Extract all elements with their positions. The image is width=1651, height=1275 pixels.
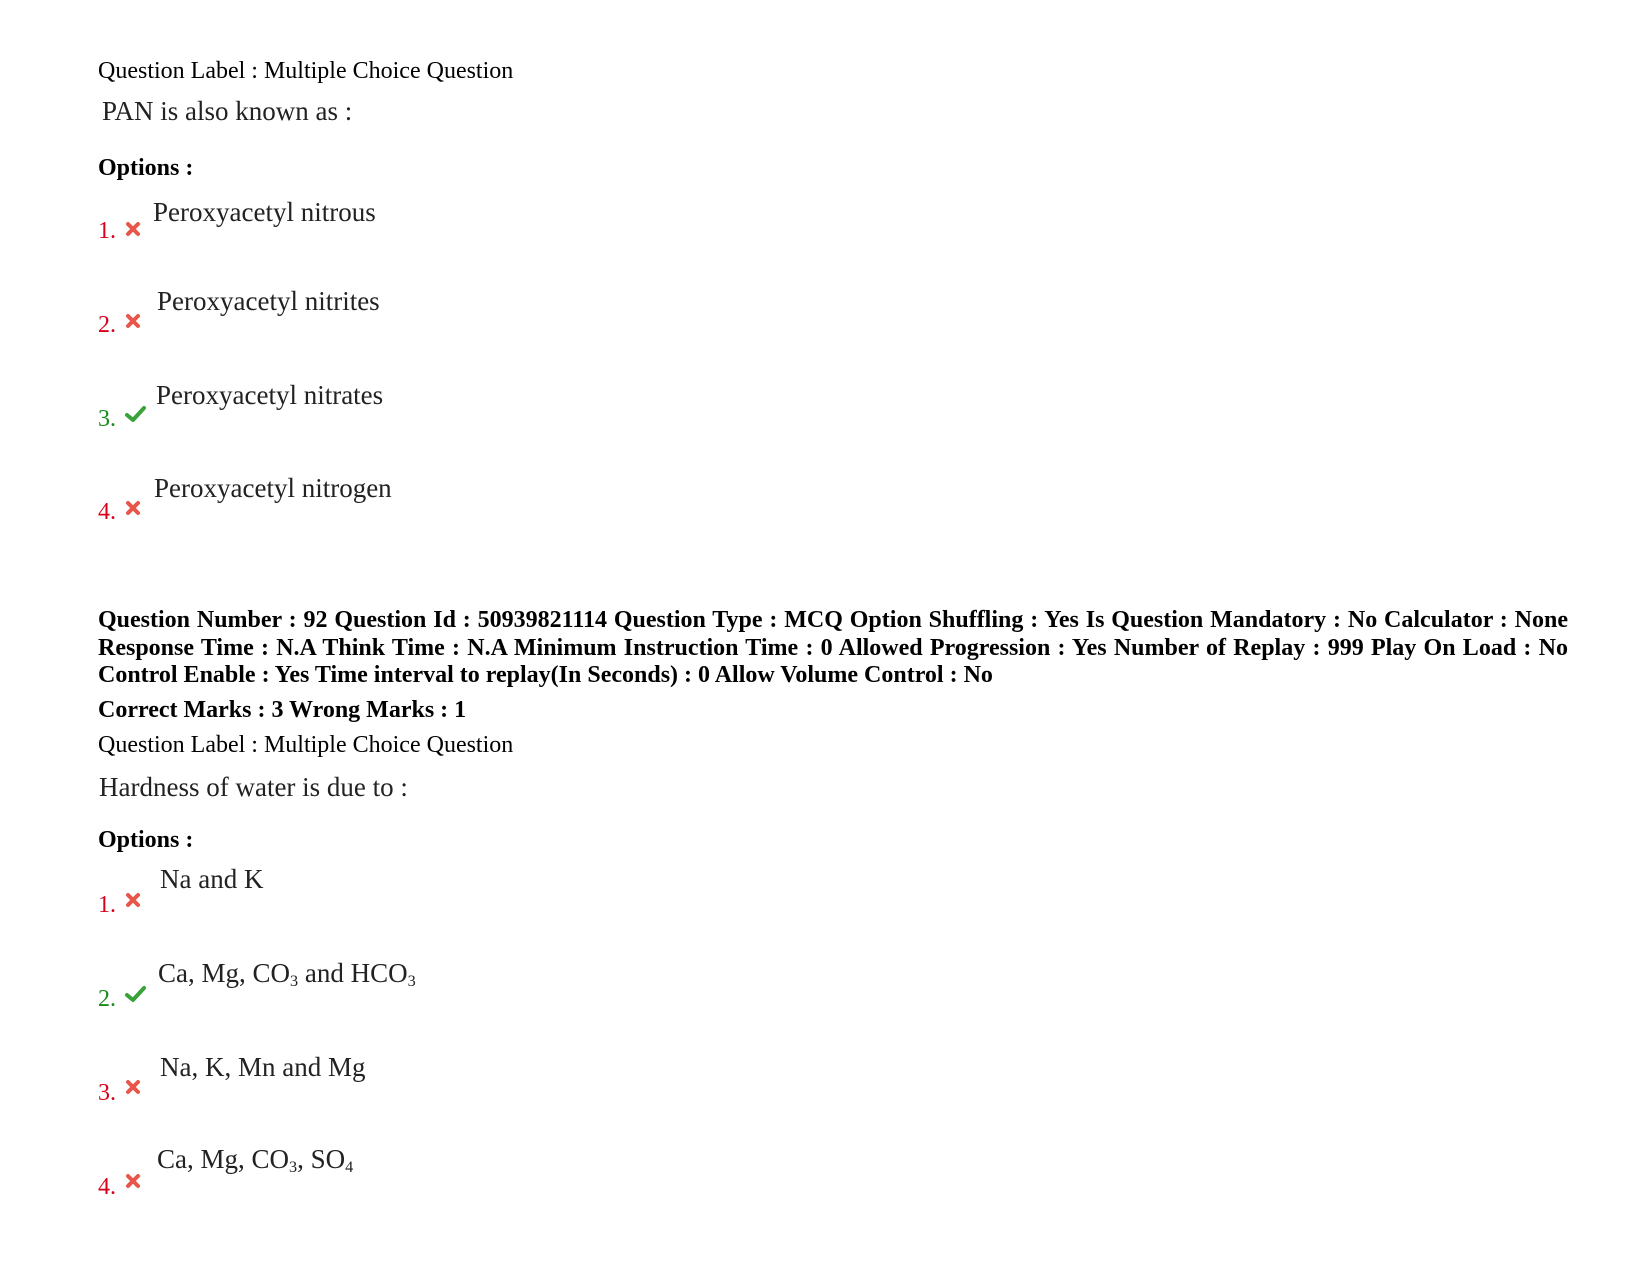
option-text: Peroxyacetyl nitrous [153,197,376,227]
check-icon [124,405,146,423]
option-text: Ca, Mg, $CO_3$, $SO_4$ [157,1144,354,1177]
cross-icon [124,312,142,330]
option-text: Peroxyacetyl nitrites [157,286,380,316]
question-text: PAN is also known as : [102,96,353,126]
cross-icon [124,891,142,909]
cross-icon [124,499,142,517]
option-text: Ca, Mg, $CO_3$ and $HCO_3$ [158,958,416,991]
option-number: 3. [98,406,116,432]
options-heading: Options : [98,155,194,181]
cross-icon [124,220,142,238]
option-number: 4. [98,499,116,525]
question-label: Question Label : Multiple Choice Question [98,732,514,758]
option-text: Na and K [160,864,264,894]
options-heading: Options : [98,827,194,853]
check-icon [124,985,146,1003]
option-number: 4. [98,1174,116,1200]
question-label: Question Label : Multiple Choice Question [98,58,514,84]
option-text: Na, K, Mn and Mg [160,1052,366,1082]
option-number: 2. [98,312,116,338]
cross-icon [124,1172,142,1190]
question-text: Hardness of water is due to : [99,772,408,802]
option-text: Peroxyacetyl nitrates [156,380,384,410]
option-number: 3. [98,1080,116,1106]
option-number: 2. [98,986,116,1012]
option-number: 1. [98,218,116,244]
option-number: 1. [98,892,116,918]
option-text: Peroxyacetyl nitrogen [154,473,392,503]
question-meta: Question Number : 92 Question Id : 50939821114 Question Type : MCQ Option Shuffling : Yes Is Question Mandatory : No Calculator : None Response Time : N.A Think Time : N.A Minimum Instruction Time : 0 Allowed Progression : Yes Number of Replay : 999 Play On Load : No Control Enable : Yes Time interval to replay(In Seconds) : 0 Allow Volume Control : No [98,607,1568,688]
cross-icon [124,1078,142,1096]
marks-info: Correct Marks : 3 Wrong Marks : 1 [98,697,467,723]
